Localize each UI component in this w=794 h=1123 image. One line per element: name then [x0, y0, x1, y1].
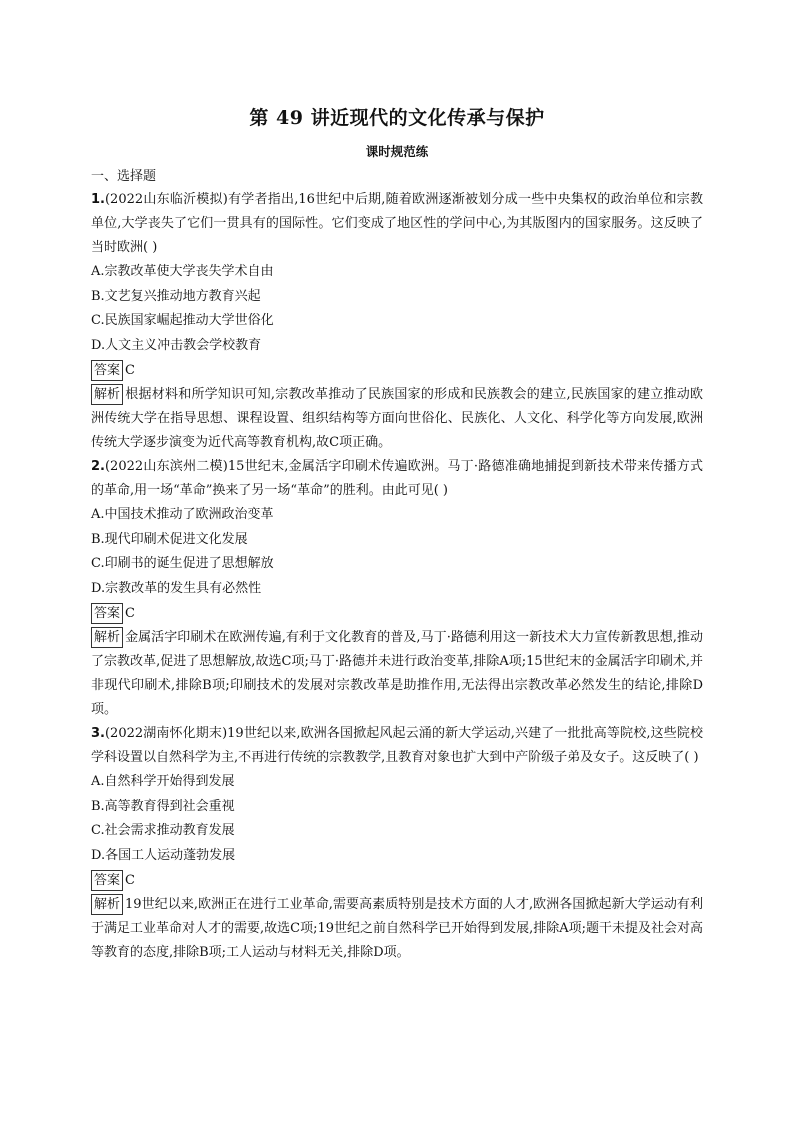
answer-value: C — [125, 606, 135, 621]
explanation-text: 根据材料和所学知识可知,宗教改革推动了民族国家的形成和民族教会的建立,民族国家的建立推动欧洲传统大学在指导思想、课程设置、组织结构等方面向世俗化、民族化、人文化、科学化等方向发展,欧洲传统大学逐步演变为近代高等教育机构,故C项正确。 — [91, 387, 703, 450]
explanation-label: 解析 — [91, 384, 123, 405]
answer-line — [91, 359, 703, 383]
answer-value: C — [125, 363, 135, 378]
answer-value: C — [125, 873, 135, 888]
option-b: B.文艺复兴推动地方教育兴起 — [91, 288, 261, 304]
explanation-label: 解析 — [91, 894, 123, 915]
question-number: 2. — [91, 459, 105, 474]
page-subtitle: 课时规范练 — [365, 144, 429, 159]
explanation-label: 解析 — [91, 627, 123, 648]
answer-label: 答案 — [91, 360, 123, 381]
answer-label: 答案 — [91, 603, 123, 624]
answer-label: 答案 — [91, 870, 123, 891]
question-number: 3. — [91, 726, 105, 741]
page-title: 第 49 讲近现代的文化传承与保护 — [249, 107, 545, 129]
explanation — [91, 626, 703, 722]
explanation-text: 金属活字印刷术在欧洲传遍,有利于文化教育的普及,马丁·路德利用这一新技术大力宣传新教思想,推动了宗教改革,促进了思想解放,故选C项;马丁·路德并未进行政治变革,排除A项;15世纪末的金属活字印刷术,并非现代印刷术,排除B项;印刷技术的发展对宗教改革是助推作用,无法得出宗教改革必然发生的结论,排除D项。 — [91, 630, 703, 717]
option-c: C.民族国家崛起推动大学世俗化 — [91, 313, 274, 328]
question-2 — [91, 455, 703, 722]
question-stem: (2022山东滨州二模)15世纪末,金属活字印刷术传遍欧洲。马丁·路德准确地捕捉到新技术带来传播方式的革命,用一场“革命”换来了另一场“革命”的胜利。由此可见( ) — [91, 459, 703, 498]
question-text — [91, 188, 703, 260]
question-number: 1. — [91, 192, 105, 207]
question-stem: (2022山东临沂模拟)有学者指出,16世纪中后期,随着欧洲逐渐被划分成一些中央集权的政治单位和宗教单位,大学丧失了它们一贯具有的国际性。它们变成了地区性的学问中心,为其版图内的国家服务。这反映了当时欧洲( ) — [91, 192, 703, 255]
option-b: B.高等教育得到社会重视 — [91, 798, 235, 814]
answer-line — [91, 869, 703, 893]
section-heading: 一、选择题 — [91, 169, 157, 184]
document-page — [91, 100, 703, 965]
option-b: B.现代印刷术促进文化发展 — [91, 531, 248, 547]
question-1 — [91, 188, 703, 455]
option-d: D.宗教改革的发生具有必然性 — [91, 580, 262, 596]
option-a: A.中国技术推动了欧洲政治变革 — [91, 507, 274, 522]
question-stem: (2022湖南怀化期末)19世纪以来,欧洲各国掀起风起云涌的新大学运动,兴建了一批批高等院校,这些院校学科设置以自然科学为主,不再进行传统的宗教教学,且教育对象也扩大到中产阶级子弟及女子。这反映了( ) — [91, 726, 703, 765]
option-a: A.宗教改革使大学丧失学术自由 — [91, 264, 274, 279]
explanation-text: 19世纪以来,欧洲正在进行工业革命,需要高素质特别是技术方面的人才,欧洲各国掀起新大学运动有利于满足工业革命对人才的需要,故选C项;19世纪之前自然科学已开始得到发展,排除A项;题干未提及社会对高等教育的态度,排除B项;工人运动与材料无关,排除D项。 — [91, 897, 703, 960]
option-d: D.各国工人运动蓬勃发展 — [91, 847, 236, 863]
explanation — [91, 893, 703, 965]
question-3 — [91, 722, 703, 965]
option-a: A.自然科学开始得到发展 — [91, 774, 235, 789]
option-d: D.人文主义冲击教会学校教育 — [91, 337, 262, 353]
question-text — [91, 722, 703, 770]
explanation — [91, 383, 703, 455]
answer-line — [91, 602, 703, 626]
option-c: C.社会需求推动教育发展 — [91, 823, 235, 838]
question-text — [91, 455, 703, 503]
option-c: C.印刷书的诞生促进了思想解放 — [91, 556, 274, 571]
